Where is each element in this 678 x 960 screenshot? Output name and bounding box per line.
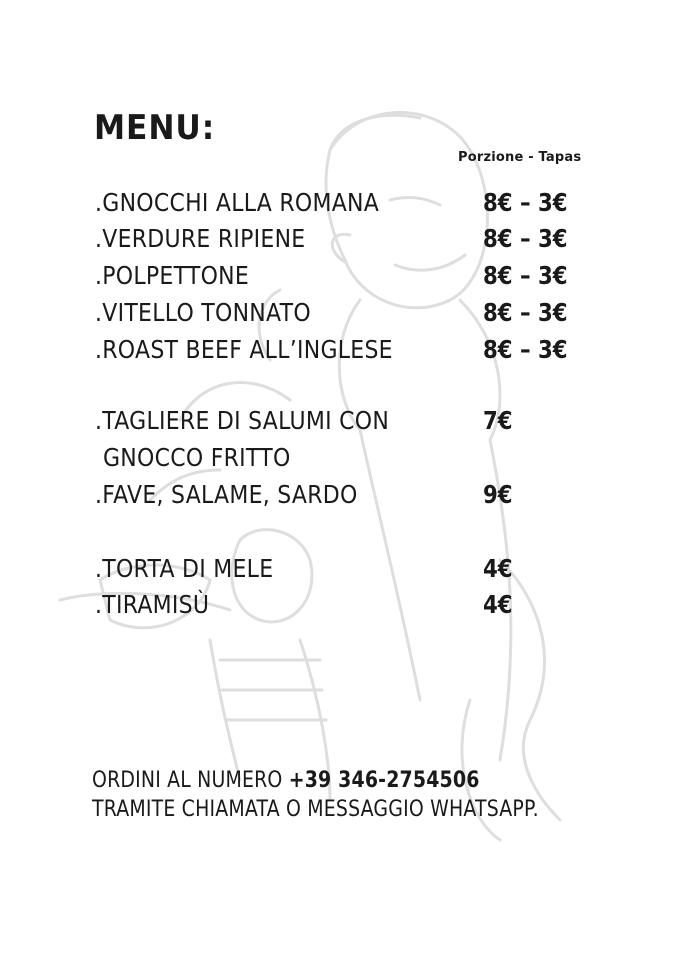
item-price: 9€ (483, 480, 513, 509)
order-info-line1 (92, 768, 480, 793)
list-item (95, 224, 585, 260)
item-name: .ROAST BEEF ALL’INGLESE (95, 335, 393, 364)
item-price: 8€ – 3€ (483, 224, 568, 253)
item-name: .POLPETTONE (95, 261, 250, 290)
item-price: 8€ – 3€ (483, 298, 568, 327)
item-name: .VERDURE RIPIENE (95, 224, 306, 253)
item-price: 8€ – 3€ (483, 261, 568, 290)
order-info-line2: TRAMITE CHIAMATA O MESSAGGIO WHATSAPP. (92, 797, 539, 822)
list-item-continuation (95, 443, 585, 479)
item-price: 8€ – 3€ (483, 188, 568, 217)
list-item (95, 554, 585, 590)
list-item (95, 188, 585, 224)
list-item (95, 335, 585, 371)
item-price: 7€ (483, 406, 513, 435)
item-price: 4€ (483, 554, 513, 583)
item-name: .FAVE, SALAME, SARDO (95, 480, 358, 509)
list-item (95, 480, 585, 516)
item-name: .TORTA DI MELE (95, 554, 274, 583)
item-name: .GNOCCHI ALLA ROMANA (95, 188, 380, 217)
item-name: .VITELLO TONNATO (95, 298, 311, 327)
item-price: 4€ (483, 590, 513, 619)
list-item (95, 261, 585, 297)
order-info-prefix: ORDINI AL NUMERO (92, 768, 289, 793)
list-item (95, 590, 585, 626)
item-name: .TAGLIERE DI SALUMI CON (95, 406, 390, 435)
phone-number: +39 346-2754506 (288, 768, 480, 793)
column-header: Porzione - Tapas (458, 150, 582, 165)
menu-title: MENU: (94, 108, 216, 148)
item-name: .TIRAMISÙ (95, 590, 210, 619)
item-name-line2: GNOCCO FRITTO (103, 443, 291, 472)
list-item (95, 298, 585, 334)
item-price: 8€ – 3€ (483, 335, 568, 364)
list-item (95, 406, 585, 442)
